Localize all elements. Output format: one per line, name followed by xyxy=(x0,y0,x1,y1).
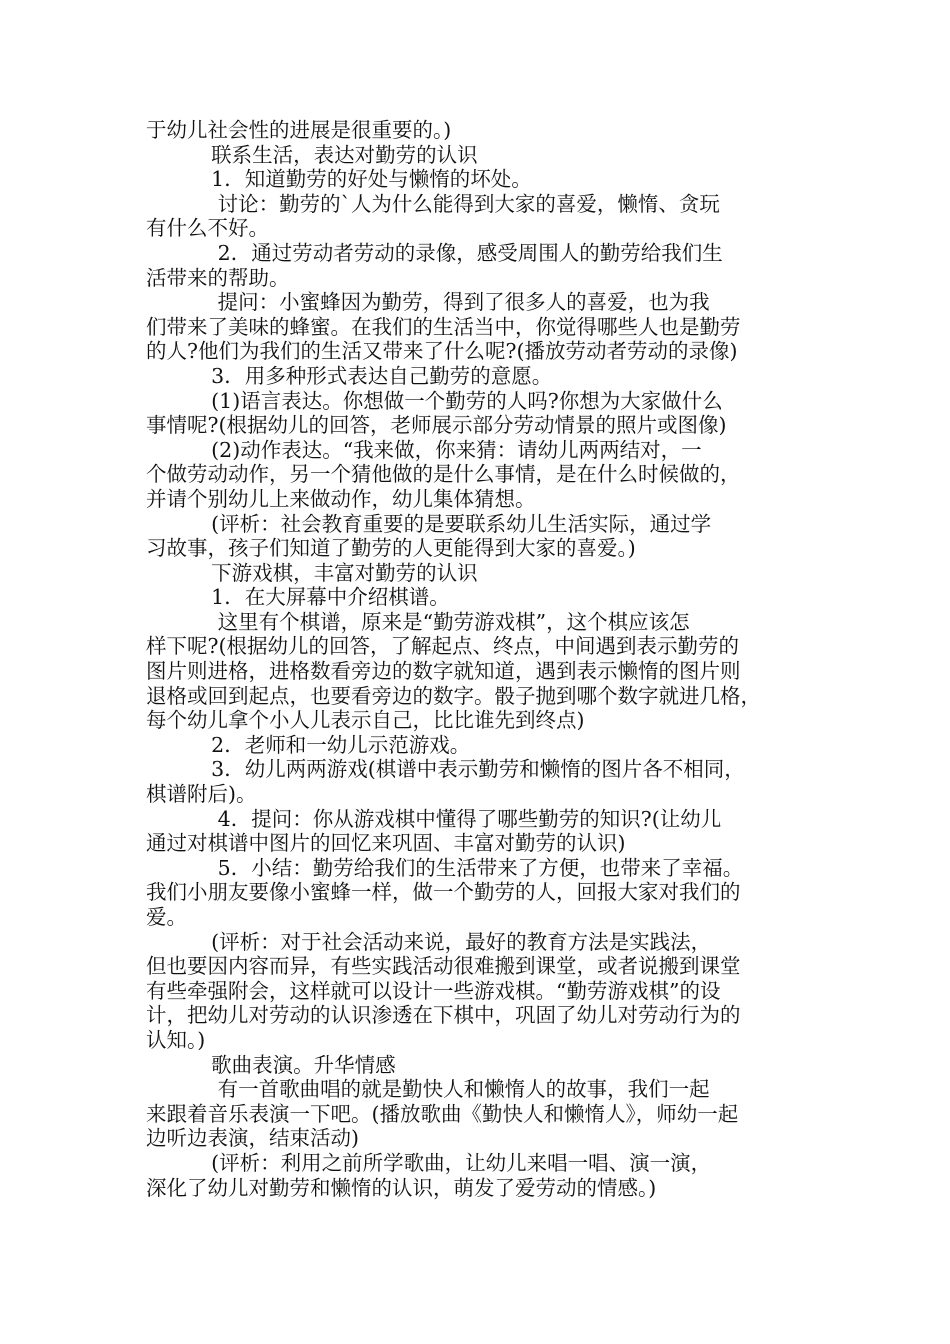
text-line: 有一首歌曲唱的就是勤快人和懒惰人的故事，我们一起 xyxy=(146,1077,710,1102)
text-line: 1．在大屏幕中介绍棋谱。 xyxy=(146,585,450,610)
text-line: (评析：对于社会活动来说，最好的教育方法是实践法， xyxy=(146,929,712,954)
text-line: 认知。) xyxy=(146,1027,206,1052)
text-line: 我们小朋友要像小蜜蜂一样，做一个勤劳的人，回报大家对我们的 xyxy=(146,880,741,905)
text-line: 事情呢?(根据幼儿的回答，老师展示部分劳动情景的照片或图像) xyxy=(146,413,727,438)
text-line: 并请个别幼儿上来做动作，幼儿集体猜想。 xyxy=(146,486,536,511)
text-line: 习故事，孩子们知道了勤劳的人更能得到大家的喜爱。) xyxy=(146,536,636,561)
text-line: 们带来了美味的蜂蜜。在我们的生活当中，你觉得哪些人也是勤劳 xyxy=(146,314,741,339)
text-line: 退格或回到起点，也要看旁边的数字。骰子抛到哪个数字就进几格， xyxy=(146,683,761,708)
text-line: 提问：小蜜蜂因为勤劳，得到了很多人的喜爱，也为我 xyxy=(146,290,710,315)
text-line: 这里有个棋谱，原来是“勤劳游戏棋”，这个棋应该怎 xyxy=(146,609,690,634)
text-line: (评析：利用之前所学歌曲，让幼儿来唱一唱、演一演， xyxy=(146,1150,712,1175)
text-line: 计，把幼儿对劳动的认识渗透在下棋中，巩固了幼儿对劳动行为的 xyxy=(146,1003,741,1028)
text-line: 活带来的帮助。 xyxy=(146,265,290,290)
text-line: 个做劳动动作，另一个猜他做的是什么事情，是在什么时候做的， xyxy=(146,462,741,487)
text-line: 4．提问：你从游戏棋中懂得了哪些勤劳的知识?(让幼儿 xyxy=(146,806,722,831)
text-line: 来跟着音乐表演一下吧。(播放歌曲《勤快人和懒惰人》，师幼一起 xyxy=(146,1101,739,1126)
text-line: 2．通过劳动者劳动的录像，感受周围人的勤劳给我们生 xyxy=(146,240,723,265)
text-line: 爱。 xyxy=(146,905,187,929)
text-line: 5．小结：勤劳给我们的生活带来了方便，也带来了幸福。 xyxy=(146,855,744,880)
section-heading-song: 歌曲表演。升华情感 xyxy=(146,1052,396,1077)
text-line: 深化了幼儿对勤劳和懒惰的认识，萌发了爱劳动的情感。) xyxy=(146,1175,657,1200)
text-line: 于幼儿社会性的进展是很重要的。) xyxy=(146,118,452,142)
text-line: 讨论：勤劳的`人为什么能得到大家的喜爱，懒惰、贪玩 xyxy=(146,191,720,216)
text-line: 棋谱附后)。 xyxy=(146,782,257,807)
text-line: 3．幼儿两两游戏(棋谱中表示勤劳和懒惰的图片各不相同， xyxy=(146,757,745,782)
section-heading-life: 联系生活，表达对勤劳的认识 xyxy=(146,142,478,167)
text-line: 通过对棋谱中图片的回忆来巩固、丰富对勤劳的认识) xyxy=(146,831,626,856)
text-line: 有什么不好。 xyxy=(146,216,269,241)
text-line: 2．老师和一幼儿示范游戏。 xyxy=(146,732,471,757)
text-line: 1．知道勤劳的好处与懒惰的坏处。 xyxy=(146,167,532,192)
text-line: 边听边表演，结束活动) xyxy=(146,1126,359,1151)
text-line: 图片则进格，进格数看旁边的数字就知道，遇到表示懒惰的图片则 xyxy=(146,659,741,684)
text-line: (1)语言表达。你想做一个勤劳的人吗?你想为大家做什么 xyxy=(146,388,723,413)
text-line: (2)动作表达。“我来做，你来猜：请幼儿两两结对，一 xyxy=(146,437,702,462)
text-line: 3．用多种形式表达自己勤劳的意愿。 xyxy=(146,363,553,388)
text-line: 但也要因内容而异，有些实践活动很难搬到课堂，或者说搬到课堂 xyxy=(146,954,741,979)
section-heading-game: 下游戏棋，丰富对勤劳的认识 xyxy=(146,560,478,585)
text-line: 的人?他们为我们的生活又带来了什么呢?(播放劳动者劳动的录像) xyxy=(146,339,738,364)
text-line: 样下呢?(根据幼儿的回答，了解起点、终点，中间遇到表示勤劳的 xyxy=(146,634,739,659)
document-body-text xyxy=(146,118,818,1200)
text-line: 有些牵强附会，这样就可以设计一些游戏棋。“勤劳游戏棋”的设 xyxy=(146,978,721,1003)
text-line: 每个幼儿拿个小人儿表示自己，比比谁先到终点) xyxy=(146,708,585,733)
text-line: (评析：社会教育重要的是要联系幼儿生活实际，通过学 xyxy=(146,511,712,536)
